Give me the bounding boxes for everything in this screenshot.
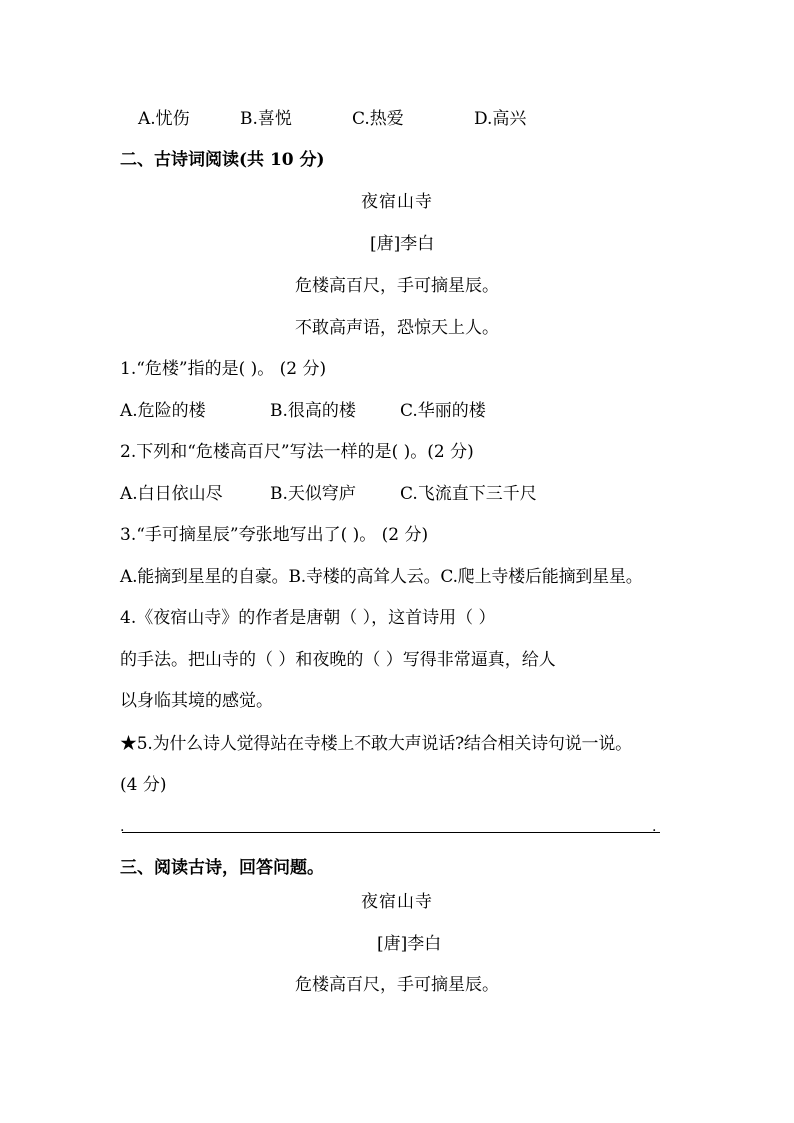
section2-poem-author: [唐]李白 [370, 234, 435, 254]
section2-poem-line-1: 危楼高百尺，手可摘星辰。 [295, 276, 499, 296]
q1-option-b: B.很高的楼 [270, 401, 356, 421]
section2-heading: 二、古诗词阅读(共 10 分) [120, 150, 325, 170]
q0-option-b: B.喜悦 [240, 109, 292, 129]
q1-stem: 1.“危楼”指的是( )。 (2 分) [120, 359, 327, 379]
q1-option-c: C.华丽的楼 [400, 401, 486, 421]
q5-answer-line[interactable] [122, 832, 660, 833]
section3-poem-line-1: 危楼高百尺，手可摘星辰。 [295, 975, 499, 995]
q2-option-c: C.飞流直下三千尺 [400, 484, 537, 504]
section3-poem-author: [唐]李白 [377, 934, 442, 954]
q5-answer-start-mark: . [120, 819, 125, 835]
q2-option-a: A.白日依山尽 [120, 484, 223, 504]
q3-options: A.能摘到星星的自豪。B.寺楼的高耸人云。C.爬上寺楼后能摘到星星。 [120, 567, 643, 587]
section3-poem-title: 夜宿山寺 [361, 892, 433, 912]
section2-poem-title: 夜宿山寺 [361, 192, 433, 212]
q4-line-1: 4.《夜宿山寺》的作者是唐朝（ ），这首诗用（ ） [120, 608, 496, 628]
q2-stem: 2.下列和“危楼高百尺”写法一样的是( )。(2 分) [120, 442, 474, 462]
q0-option-c: C.热爱 [352, 109, 404, 129]
q0-option-d: D.高兴 [474, 109, 527, 129]
q5-line-2: (4 分) [120, 775, 167, 795]
q5-answer-end-mark: . [652, 819, 657, 835]
q5-line-1: ★5.为什么诗人觉得站在寺楼上不敢大声说话?结合相关诗句说一说。 [120, 734, 632, 754]
q4-line-2: 的手法。把山寺的（ ）和夜晚的（ ）写得非常逼真，给人 [120, 650, 556, 670]
q2-option-b: B.天似穹庐 [270, 484, 356, 504]
q3-stem: 3.“手可摘星辰”夸张地写出了( )。 (2 分) [120, 525, 429, 545]
q1-option-a: A.危险的楼 [120, 401, 206, 421]
q0-option-a: A.忧伤 [138, 109, 190, 129]
q4-line-3: 以身临其境的感觉。 [120, 691, 273, 711]
section3-heading: 三、阅读古诗，回答问题。 [120, 858, 324, 878]
section2-poem-line-2: 不敢高声语，恐惊天上人。 [295, 318, 499, 338]
